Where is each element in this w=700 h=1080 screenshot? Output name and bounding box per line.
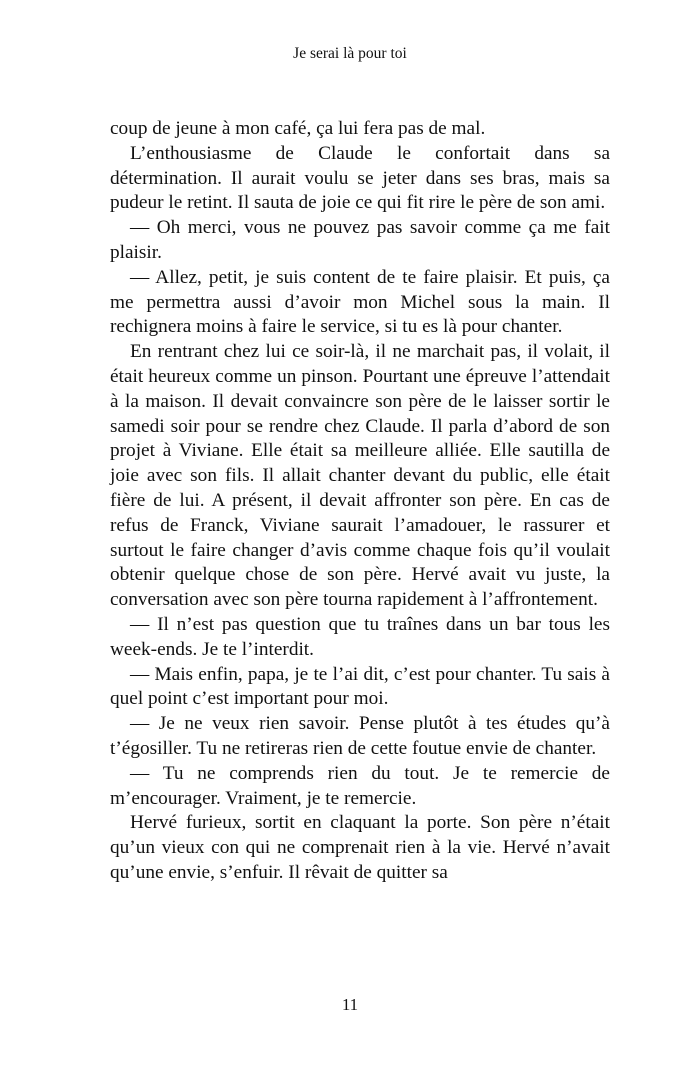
dialogue-line: — Oh merci, vous ne pouvez pas savoir comme ça me fait plaisir. bbox=[110, 217, 610, 263]
body-text bbox=[110, 117, 610, 886]
dialogue-line: — Il n’est pas question que tu traînes dans un bar tous les week-ends. Je te l’interdit. bbox=[110, 613, 610, 660]
dialogue-line: — Je ne veux rien savoir. Pense plutôt à tes études qu’à t’égosiller. Tu ne retireras rien de cette foutue envie de chanter. bbox=[110, 713, 610, 759]
paragraph: En rentrant chez lui ce soir-là, il ne marchait pas, il volait, il était heureux comme un pinson. Pourtant une épreuve l’attendait à la maison. Il devait convaincre son père de le laisser sortir le samedi soir pour se rendre chez Claude. Il parla d’abord de son projet à Viviane. Elle était sa meilleure alliée. Elle sautilla de joie avec son fils. Il allait chanter devant du public, elle était fière de lui. A présent, il devait affronter son père. En cas de refus de Franck, Viviane saurait l’amadouer, le rassurer et surtout le faire changer d’avis comme chaque fois qu’il voulait obtenir quelque chose de son père. Hervé avait vu juste, la conversation avec son père tourna rapidement à l’affrontement. bbox=[110, 341, 610, 611]
dialogue-line: — Allez, petit, je suis content de te faire plaisir. Et puis, ça me permettra aussi d’avoir mon Michel sous la main. Il rechignera moins à faire le service, si tu es là pour chanter. bbox=[110, 266, 610, 338]
page-number: 11 bbox=[341, 995, 359, 1014]
paragraph-continuation: coup de jeune à mon café, ça lui fera pas de mal. bbox=[110, 118, 486, 139]
running-header: Je serai là pour toi bbox=[293, 45, 407, 62]
dialogue-line: — Mais enfin, papa, je te l’ai dit, c’est pour chanter. Tu sais à quel point c’est important pour moi. bbox=[110, 663, 610, 710]
paragraph: L’enthousiasme de Claude le confortait dans sa détermination. Il aurait voulu se jeter dans ses bras, mais sa pudeur le retint. Il sauta de joie ce qui fit rire le père de son ami. bbox=[110, 142, 610, 214]
paragraph: Hervé furieux, sortit en claquant la porte. Son père n’était qu’un vieux con qui ne comprenait rien à la vie. Hervé n’avait qu’une envie, s’enfuir. Il rêvait de quitter sa bbox=[110, 812, 610, 883]
dialogue-line: — Tu ne comprends rien du tout. Je te remercie de m’encourager. Vraiment, je te remercie. bbox=[110, 762, 610, 809]
